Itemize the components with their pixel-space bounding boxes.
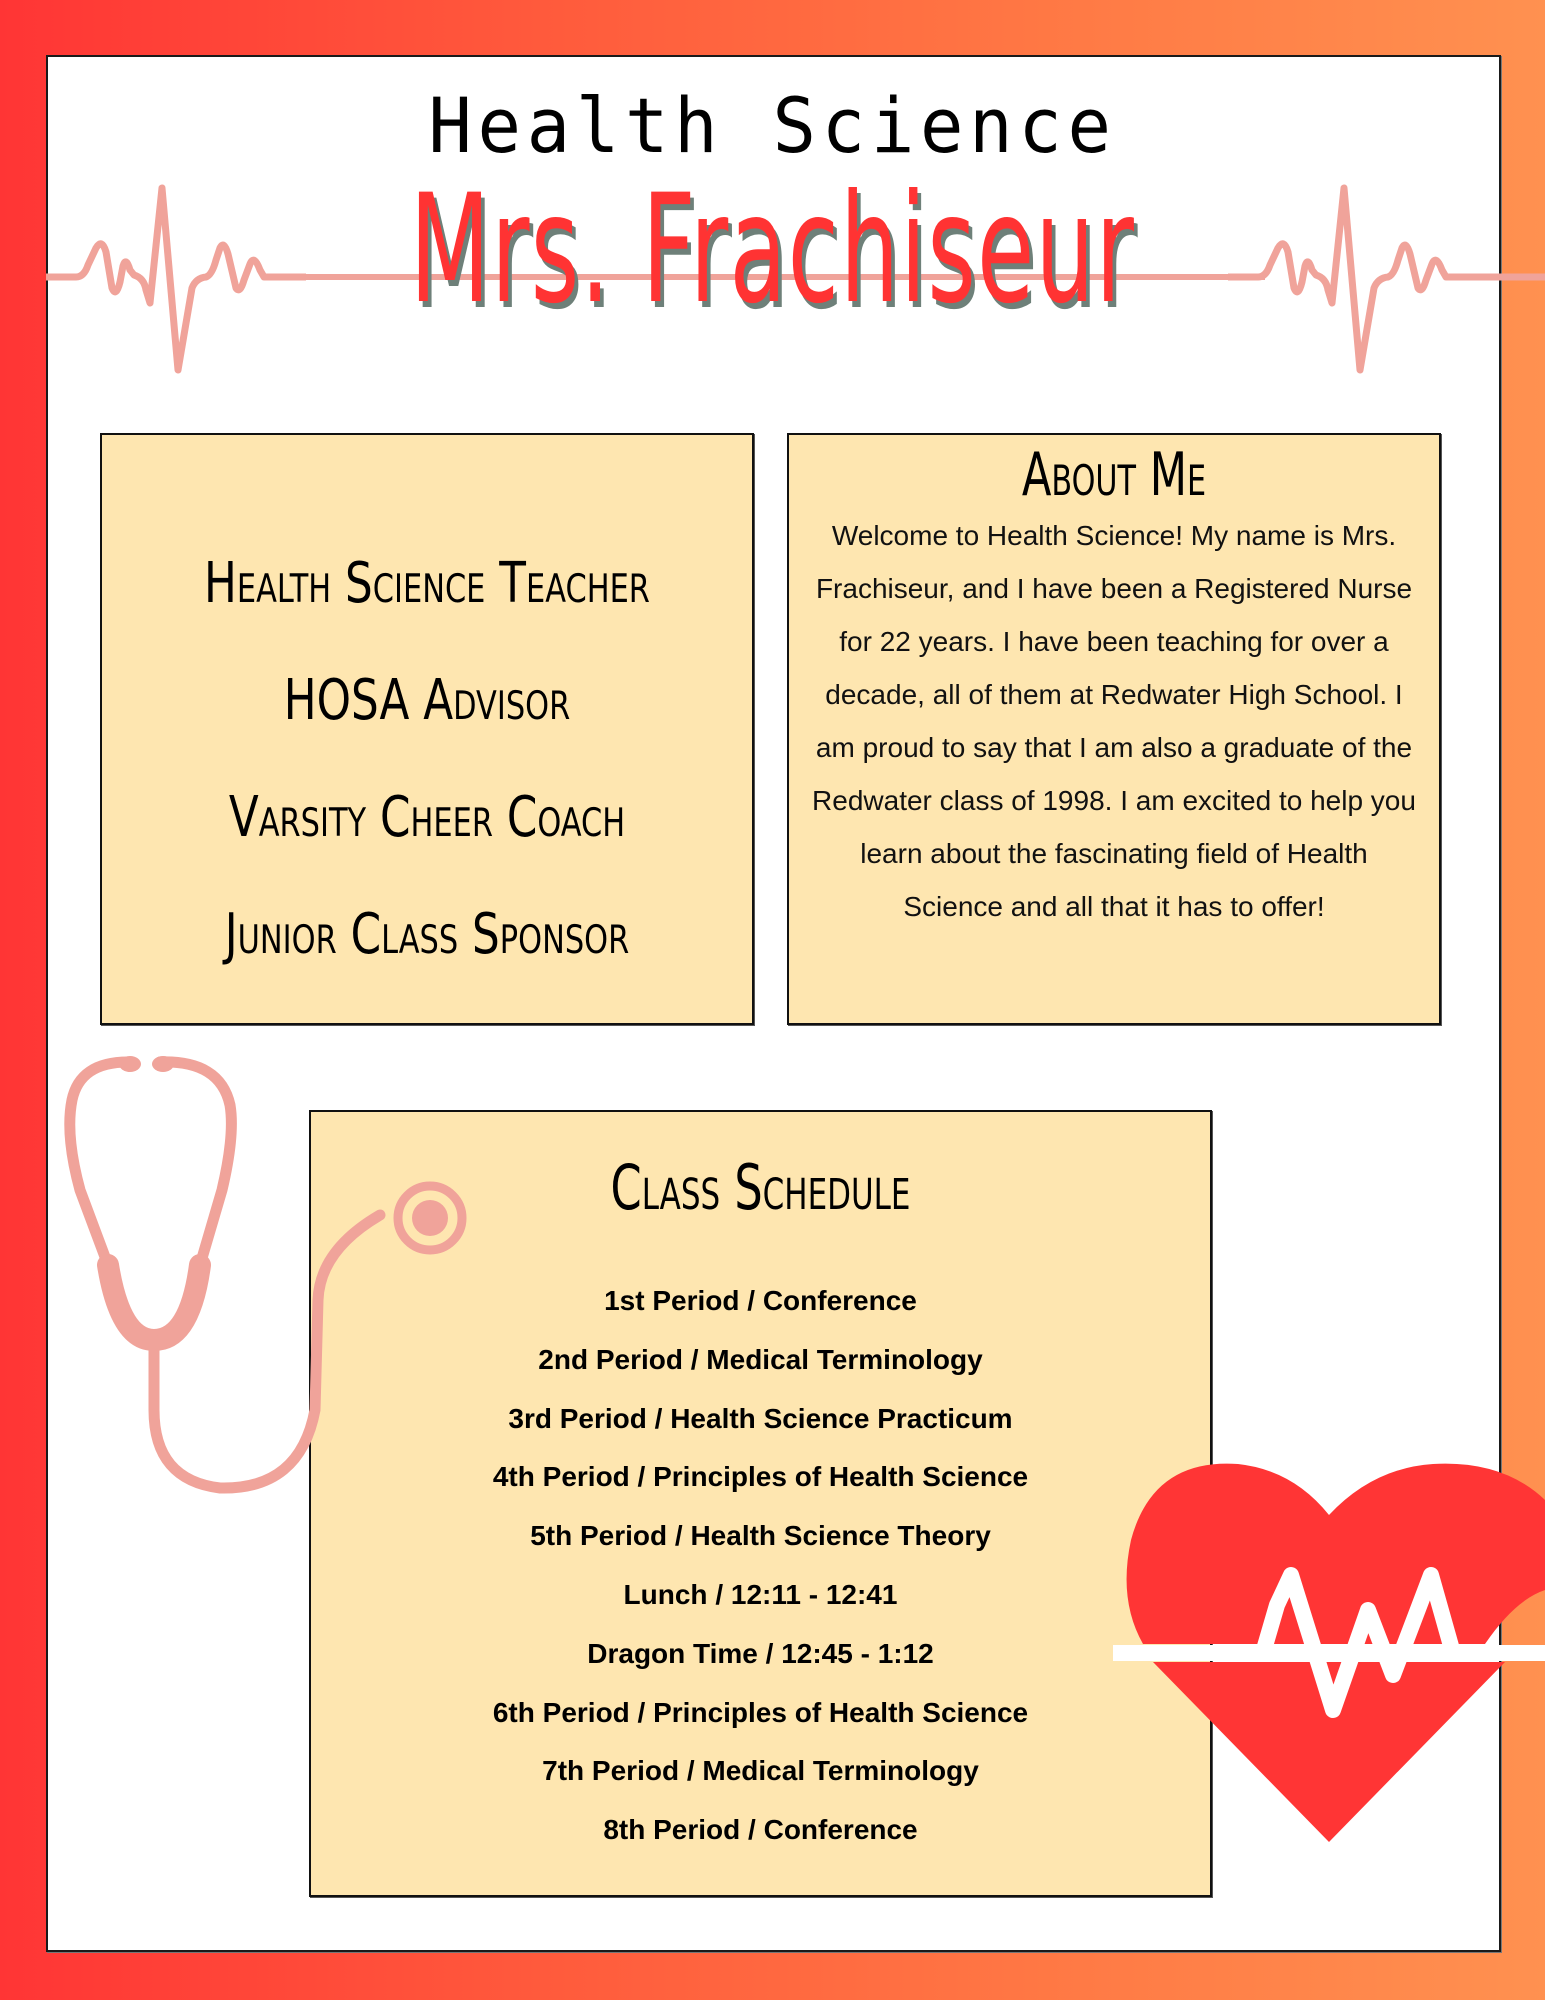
schedule-item: Dragon Time / 12:45 - 1:12 <box>587 1637 934 1669</box>
role-item: HOSA Advisor <box>283 668 571 733</box>
schedule-item: 5th Period / Health Science Theory <box>530 1520 991 1552</box>
schedule-item: 2nd Period / Medical Terminology <box>538 1343 983 1375</box>
page-title: Mrs. Frachiseur <box>409 163 1136 337</box>
stethoscope-icon <box>50 1050 480 1500</box>
schedule-item: 1st Period / Conference <box>604 1285 917 1316</box>
about-card <box>787 433 1441 1025</box>
heartbeat-line-icon <box>1228 170 1545 380</box>
heart-pulse-icon <box>1113 1440 1545 1850</box>
about-body: Welcome to Health Science! My name is Mrs. Frachiseur, and I have been a Registered Nurse for 22 years. I have been teaching for over a decade, all of them at Redwater High School. I am proud to say that I am also a graduate of the Redwater class of 1998. I am excited to help you learn about the fascinating field of Health Science and all that it has to offer! <box>812 520 1416 922</box>
schedule-heading: Class Schedule <box>610 1151 911 1224</box>
role-item: Varsity Cheer Coach <box>228 785 626 850</box>
about-heading: About Me <box>1021 440 1207 510</box>
role-item: Junior Class Sponsor <box>224 902 630 967</box>
page-subtitle: Health Science <box>428 81 1117 170</box>
role-item: Health Science Teacher <box>204 551 650 616</box>
schedule-item: 8th Period / Conference <box>603 1814 918 1846</box>
schedule-item: 7th Period / Medical Terminology <box>542 1755 979 1787</box>
roles-list <box>102 525 752 993</box>
schedule-item: 3rd Period / Health Science Practicum <box>508 1402 1013 1434</box>
schedule-item: 6th Period / Principles of Health Science <box>492 1696 1029 1728</box>
roles-card <box>100 433 754 1025</box>
schedule-item: Lunch / 12:11 - 12:41 <box>623 1578 898 1610</box>
schedule-item: 4th Period / Principles of Health Science <box>492 1461 1029 1493</box>
